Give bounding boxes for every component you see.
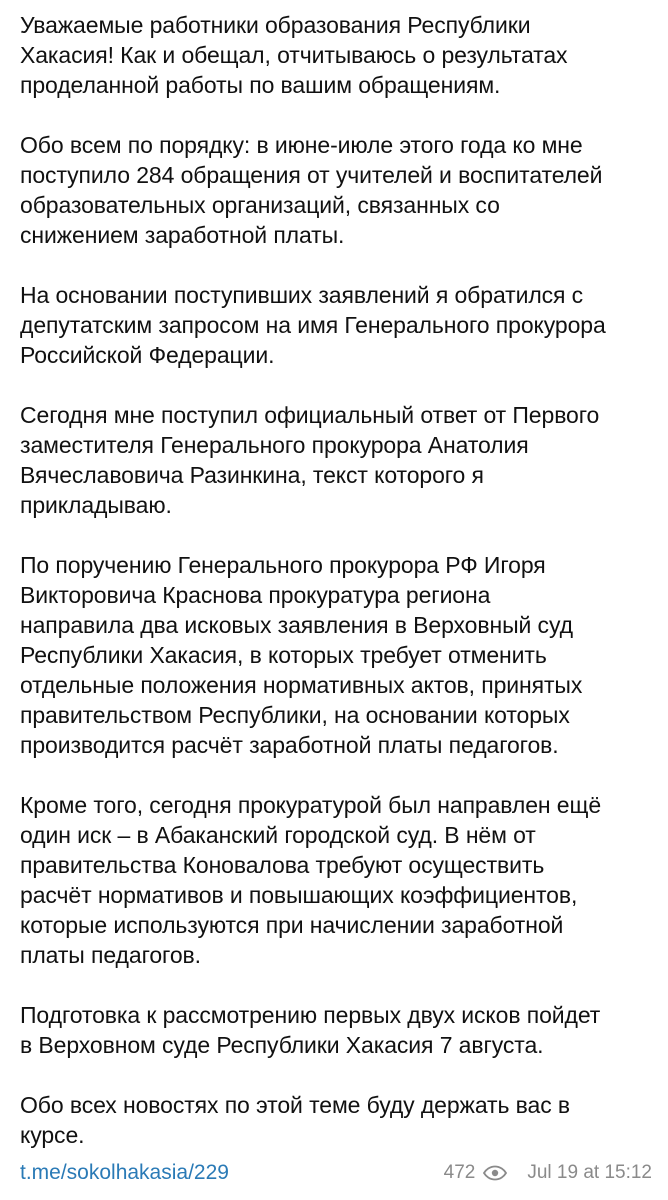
- message-body: [20, 10, 660, 1162]
- message-paragraph-1: Уважаемые работники образования Республики Хакасия! Как и обещал, отчитываюсь о результатах проделанной работы по вашим обращениям.: [20, 12, 568, 98]
- message-paragraph-8: Обо всех новостях по этой теме буду держать вас в курсе.: [20, 1092, 570, 1148]
- message-paragraph-2: Обо всем по порядку: в июне-июле этого года ко мне поступило 284 обращения от учителей и воспитателей образовательных организаций, связанных со снижением заработной платы.: [20, 132, 603, 248]
- view-count: 472: [443, 1162, 476, 1183]
- message-paragraph-6: Кроме того, сегодня прокуратурой был направлен ещё один иск – в Абаканский городской суд. В нём от правительства Коновалова требуют осуществить расчёт нормативов и повышающих коэффициентов, которые используются при начислении заработной платы педагогов.: [20, 792, 602, 968]
- message-paragraph-4: Сегодня мне поступил официальный ответ от Первого заместителя Генерального прокурора Анатолия Вячеславовича Разинкина, текст которого я прикладываю.: [20, 402, 600, 518]
- post-link[interactable]: t.me/sokolhakasia/229: [20, 1161, 229, 1184]
- message-paragraph-7: Подготовка к рассмотрению первых двух исков пойдет в Верховном суде Республики Хакасия 7 августа.: [20, 1002, 601, 1058]
- message-footer: [20, 1160, 652, 1186]
- eye-icon: [483, 1165, 507, 1181]
- post-date: Jul 19 at 15:12: [527, 1162, 652, 1183]
- message-meta: [444, 1162, 652, 1184]
- message-paragraph-5: По поручению Генерального прокурора РФ Игоря Викторовича Краснова прокуратура региона направила два исковых заявления в Верховный суд Республики Хакасия, в которых требует отменить отдельные положения нормативных актов, принятых правительством Республики, на основании которых производится расчёт заработной платы педагогов.: [20, 552, 583, 758]
- message-paragraph-3: На основании поступивших заявлений я обратился с депутатским запросом на имя Генерального прокурора Российской Федерации.: [20, 282, 606, 368]
